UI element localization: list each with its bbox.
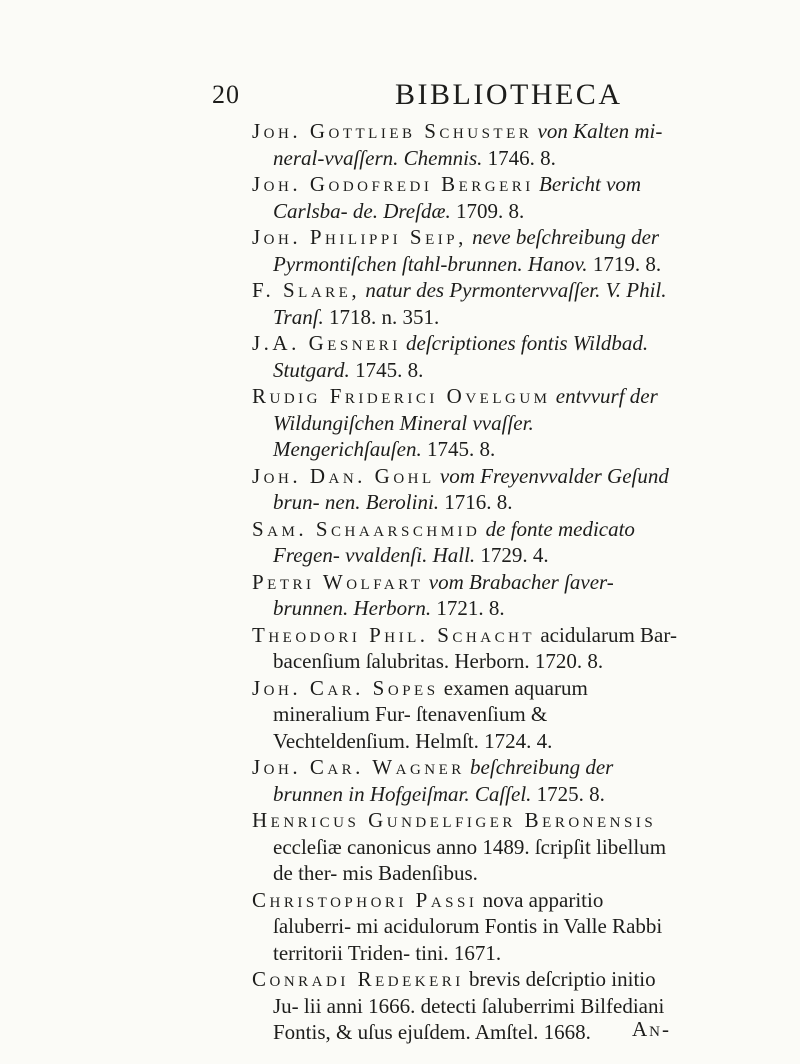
entry-author: Theodori Phil. Schacht xyxy=(252,622,536,647)
entry-imprint: 1745. 8. xyxy=(355,357,424,382)
entry-imprint: 1718. n. 351. xyxy=(329,304,440,329)
bibliography-entry xyxy=(252,754,682,807)
bibliography-entry xyxy=(252,277,682,330)
catchword: An- xyxy=(632,1017,671,1041)
entry-imprint: examen aquarum mineralium Fur- ſtenavenſium & Vechteldenſium. Helmſt. 1724. 4. xyxy=(273,675,588,753)
page-number: 20 xyxy=(212,80,240,109)
bibliography-entry xyxy=(252,463,682,516)
entry-imprint: 1716. 8. xyxy=(444,490,513,514)
running-head: BIBLIOTHECA xyxy=(395,78,623,111)
entry-author: Rudig Friderici Ovelgum xyxy=(252,384,551,408)
bibliography-entry xyxy=(252,516,682,569)
bibliography-entry xyxy=(252,224,682,277)
entry-imprint: eccleſiæ canonicus anno 1489. ſcripſit libellum de ther- mis Badenſibus. xyxy=(273,834,667,885)
entry-imprint: brevis deſcriptio initio Ju- lii anni 1666. detecti ſaluberrimi Bilfediani Fontis, & uſus ejuſdem. Amſtel. 1668. xyxy=(273,967,665,1044)
entry-author: Christophori Passi xyxy=(252,887,478,912)
bibliography-list xyxy=(252,118,682,1046)
bibliography-entry xyxy=(252,807,682,887)
entry-author: Joh. Godofredi Bergeri xyxy=(252,172,534,196)
entry-description: de fonte medicato Fregen- vvaldenſi. Hall. xyxy=(273,516,635,567)
entry-author: Petri Wolfart xyxy=(252,569,424,594)
bibliography-entry xyxy=(252,622,682,675)
bibliography-entry xyxy=(252,383,682,463)
entry-description: vom Brabacher ſaver-brunnen. Herborn. xyxy=(273,569,614,620)
entry-description: deſcriptiones fontis Wildbad. Stutgard. xyxy=(273,331,649,382)
entry-description: natur des Pyrmontervvaſſer. V. Phil. Tranſ. xyxy=(273,278,667,329)
bibliography-entry xyxy=(252,569,682,622)
bibliography-entry xyxy=(252,118,682,171)
entry-description: vom Freyenvvalder Geſund brun- nen. Berolini. xyxy=(273,463,669,514)
entry-author: Conradi Redekeri xyxy=(252,967,464,991)
entry-author: Sam. Schaarschmid xyxy=(252,516,481,541)
bibliography-entry xyxy=(252,171,682,224)
entry-author: Joh. Car. Sopes xyxy=(252,675,439,700)
entry-imprint: 1721. 8. xyxy=(436,596,505,620)
entry-author: Joh. Dan. Gohl xyxy=(252,463,435,488)
entry-author: Joh. Gottlieb Schuster xyxy=(252,119,533,143)
entry-imprint: 1746. 8. xyxy=(487,145,556,170)
entry-author: J.A. Gesneri xyxy=(252,331,401,355)
entry-description: beſchreibung der brunnen in Hofgeiſmar. Caſſel. xyxy=(273,755,614,806)
bibliography-entry xyxy=(252,966,682,1046)
bibliography-entry xyxy=(252,330,682,383)
bibliography-entry xyxy=(252,887,682,967)
entry-author: Henricus Gundelfiger Beronensis xyxy=(252,808,657,832)
entry-author: Joh. Car. Wagner xyxy=(252,755,465,779)
entry-description: Bericht vom Carlsba- de. Dreſdæ. xyxy=(273,172,642,223)
entry-imprint: 1729. 4. xyxy=(480,543,549,567)
entry-author: Joh. Philippi Seip, xyxy=(252,225,467,249)
entry-description: von Kalten mi- neral-vvaſſern. Chemnis. xyxy=(273,119,663,170)
entry-author: F. Slare, xyxy=(252,278,361,302)
bibliography-entry xyxy=(252,675,682,755)
entry-description: neve beſchreibung der Pyrmontiſchen ſtahl-brunnen. Hanov. xyxy=(273,225,660,276)
entry-imprint: 1745. 8. xyxy=(426,437,496,461)
entry-imprint: 1709. 8. xyxy=(455,198,525,223)
entry-description: entvvurf der Wildungiſchen Mineral vvaſſer. Mengerichſauſen. xyxy=(273,384,658,461)
entry-imprint: acidularum Bar- bacenſium ſalubritas. Herborn. 1720. 8. xyxy=(273,622,677,673)
entry-imprint: 1719. 8. xyxy=(592,251,662,276)
entry-imprint: 1725. 8. xyxy=(536,781,605,806)
entry-imprint: nova apparitio ſaluberri- mi acidulorum Fontis in Valle Rabbi territorii Triden- tini. 1671. xyxy=(273,887,663,965)
